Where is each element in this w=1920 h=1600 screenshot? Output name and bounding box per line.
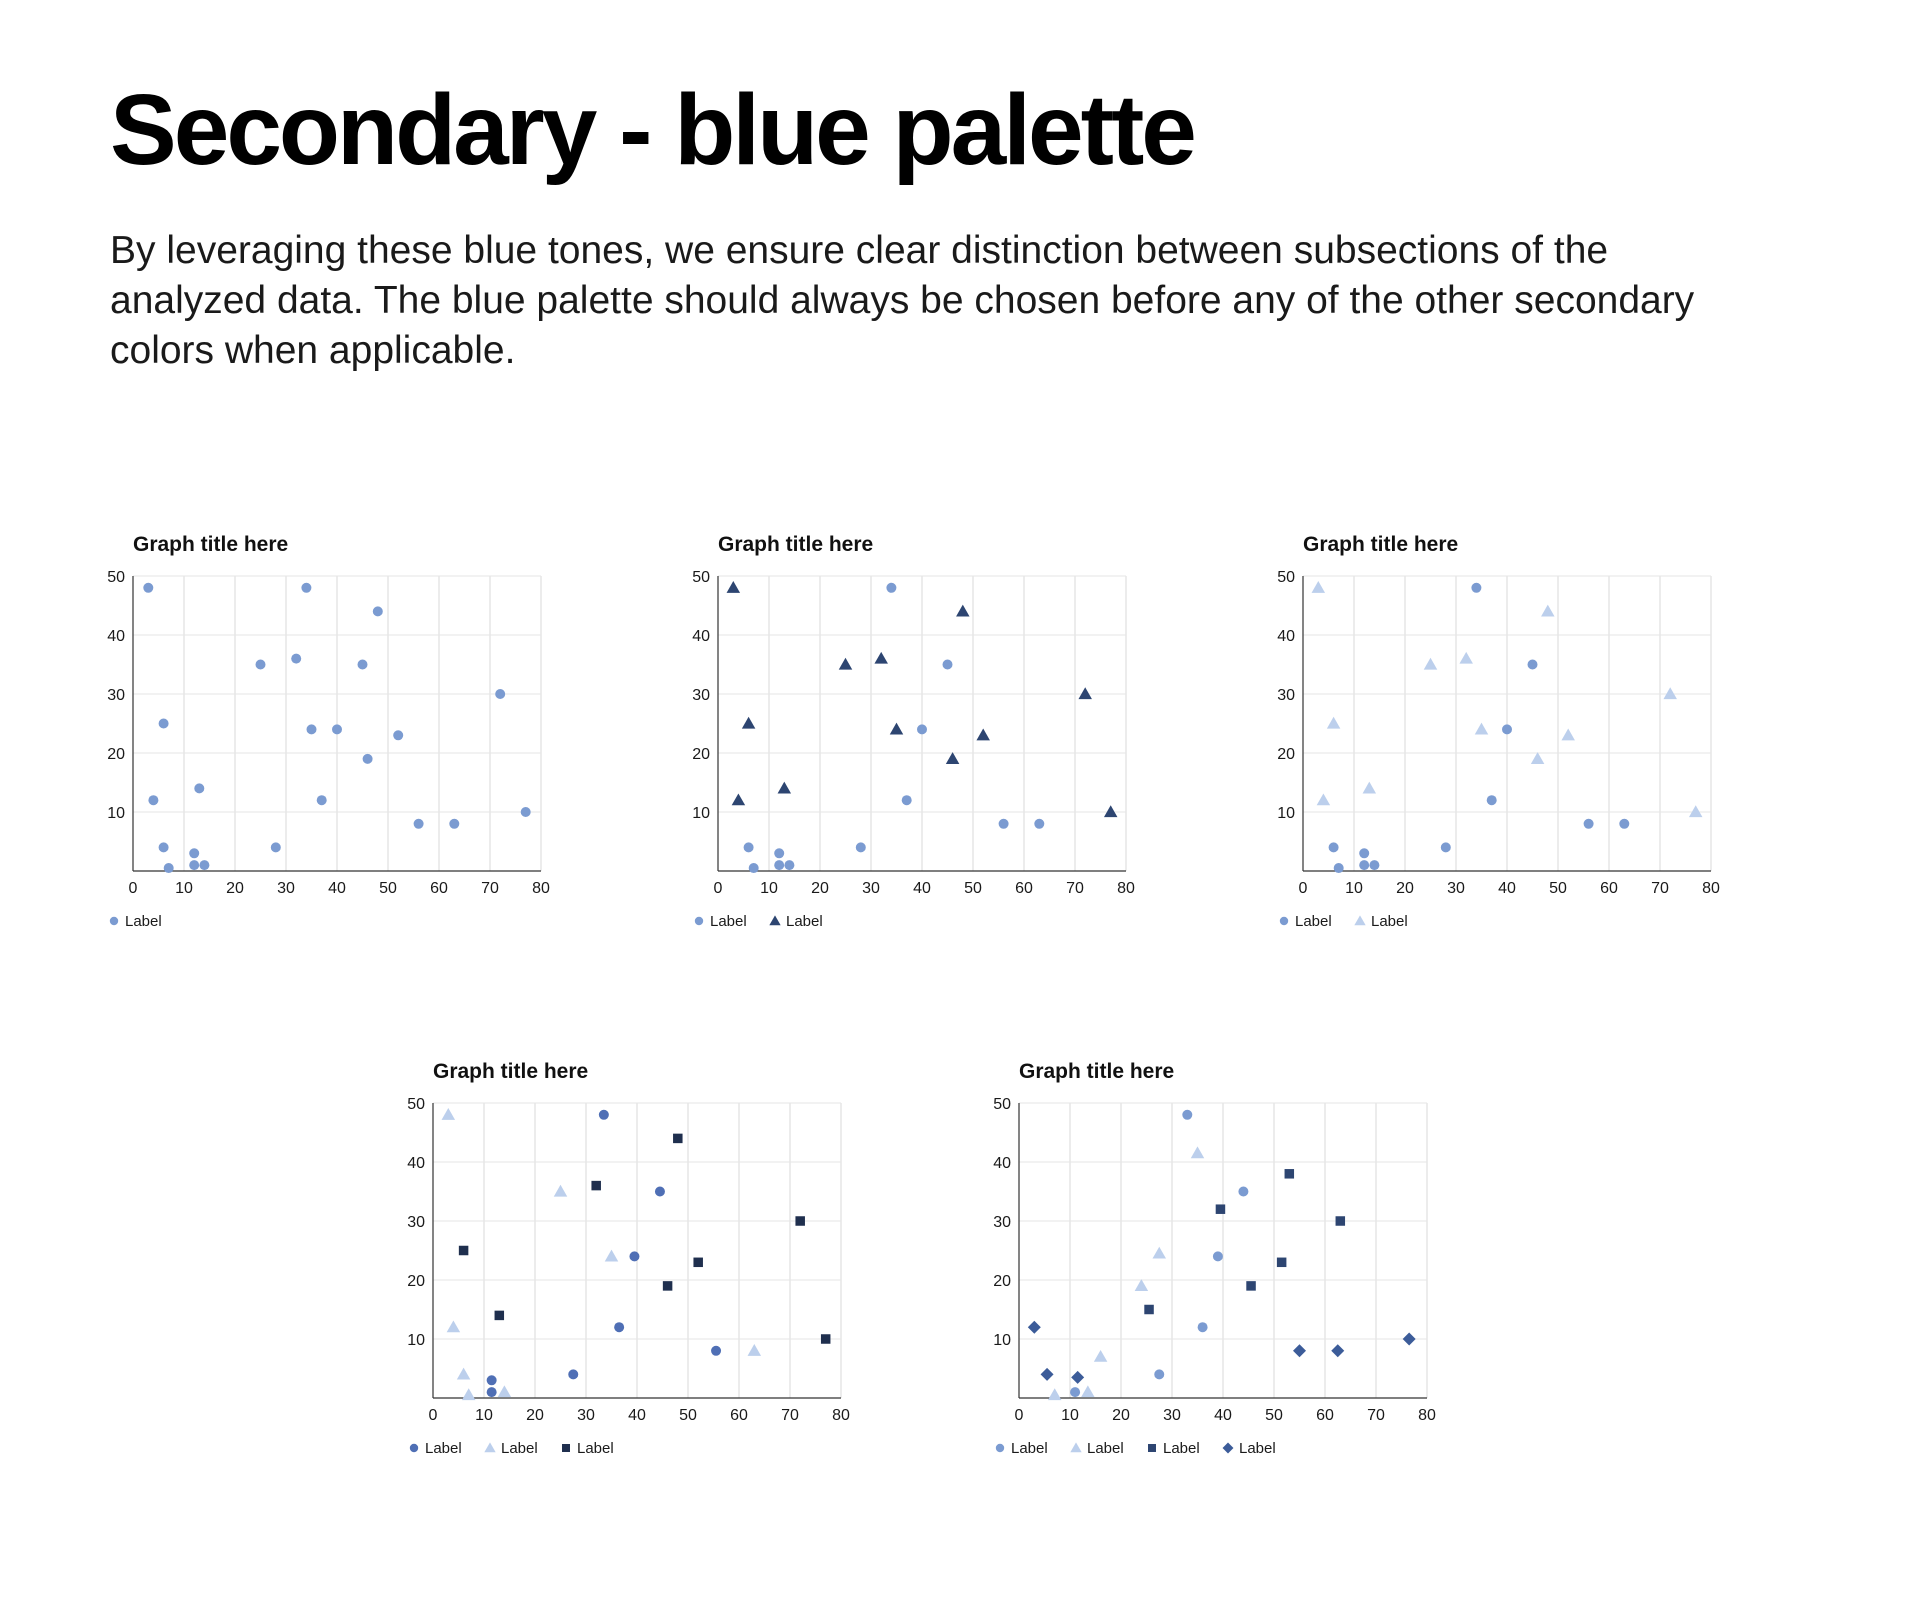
- x-tick-label: 70: [1066, 880, 1084, 897]
- data-point: [614, 1322, 624, 1332]
- data-point: [194, 783, 204, 793]
- data-point: [1487, 795, 1497, 805]
- x-tick-label: 20: [1396, 880, 1414, 897]
- data-point: [159, 842, 169, 852]
- x-tick-label: 20: [1112, 1407, 1130, 1424]
- chart-title: Graph title here: [718, 533, 874, 556]
- y-tick-label: 10: [692, 805, 710, 822]
- data-point: [856, 842, 866, 852]
- data-point: [1078, 687, 1092, 699]
- data-point: [774, 860, 784, 870]
- y-tick-label: 30: [692, 687, 710, 704]
- series-4: [1028, 1321, 1416, 1384]
- x-tick-label: 60: [1316, 1407, 1334, 1424]
- data-point: [821, 1334, 831, 1344]
- scatter-chart-1: [100, 528, 560, 948]
- x-tick-label: 80: [1117, 880, 1135, 897]
- x-tick-label: 10: [175, 880, 193, 897]
- data-point: [778, 782, 792, 794]
- x-tick-label: 20: [226, 880, 244, 897]
- data-point: [774, 848, 784, 858]
- data-point: [839, 658, 853, 670]
- x-tick-label: 0: [128, 880, 138, 897]
- data-point: [449, 819, 459, 829]
- data-point: [143, 583, 153, 593]
- data-point: [742, 717, 756, 729]
- x-tick-label: 80: [1418, 1407, 1436, 1424]
- data-point: [732, 793, 746, 805]
- legend-label: Label: [786, 913, 823, 930]
- data-point: [1317, 793, 1331, 805]
- data-point: [487, 1375, 497, 1385]
- series-2: [1048, 1146, 1204, 1400]
- data-point: [795, 1216, 805, 1226]
- data-point: [1293, 1344, 1306, 1357]
- x-tick-label: 10: [1345, 880, 1363, 897]
- x-tick-label: 30: [277, 880, 295, 897]
- chart-svg: [100, 528, 560, 948]
- data-point: [291, 654, 301, 664]
- legend-marker: [410, 1444, 418, 1452]
- data-point: [393, 730, 403, 740]
- y-tick-label: 10: [993, 1332, 1011, 1349]
- data-point: [495, 1311, 505, 1321]
- data-point: [358, 660, 368, 670]
- legend-marker: [1070, 1442, 1081, 1452]
- data-point: [1191, 1146, 1205, 1158]
- y-tick-label: 20: [107, 746, 125, 763]
- data-point: [902, 795, 912, 805]
- y-tick-label: 10: [107, 805, 125, 822]
- data-point: [890, 723, 904, 735]
- data-point: [1363, 782, 1377, 794]
- x-tick-label: 60: [1015, 880, 1033, 897]
- data-point: [1144, 1305, 1154, 1315]
- data-point: [1070, 1387, 1080, 1397]
- data-point: [462, 1388, 476, 1400]
- y-tick-label: 30: [107, 687, 125, 704]
- x-tick-label: 10: [475, 1407, 493, 1424]
- legend-label: Label: [1163, 1440, 1200, 1457]
- chart-title: Graph title here: [433, 1060, 589, 1083]
- legend-label: Label: [1011, 1440, 1048, 1457]
- x-tick-label: 50: [964, 880, 982, 897]
- x-tick-label: 70: [781, 1407, 799, 1424]
- data-point: [332, 724, 342, 734]
- data-point: [164, 863, 174, 873]
- legend-label: Label: [125, 913, 162, 930]
- data-point: [1154, 1369, 1164, 1379]
- data-point: [1213, 1251, 1223, 1261]
- data-point: [1327, 717, 1341, 729]
- x-tick-label: 30: [862, 880, 880, 897]
- data-point: [1041, 1368, 1054, 1381]
- x-tick-label: 0: [1014, 1407, 1024, 1424]
- data-point: [1153, 1247, 1167, 1259]
- legend-marker: [1148, 1444, 1156, 1452]
- data-point: [256, 660, 266, 670]
- data-point: [976, 729, 990, 741]
- data-point: [1028, 1321, 1041, 1334]
- legend-label: Label: [501, 1440, 538, 1457]
- y-tick-label: 30: [993, 1214, 1011, 1231]
- legend-marker: [1354, 915, 1365, 925]
- data-point: [1135, 1279, 1149, 1291]
- y-tick-label: 40: [1277, 628, 1295, 645]
- y-tick-label: 40: [692, 628, 710, 645]
- y-tick-label: 20: [1277, 746, 1295, 763]
- data-point: [1689, 805, 1703, 817]
- data-point: [1471, 583, 1481, 593]
- chart-svg: [986, 1055, 1446, 1475]
- x-tick-label: 80: [1702, 880, 1720, 897]
- data-point: [1081, 1385, 1095, 1397]
- data-point: [159, 719, 169, 729]
- data-point: [599, 1110, 609, 1120]
- data-point: [874, 652, 888, 664]
- data-point: [605, 1250, 619, 1262]
- series-3: [459, 1134, 831, 1344]
- y-tick-label: 30: [1277, 687, 1295, 704]
- legend-marker: [562, 1444, 570, 1452]
- legend-marker: [769, 915, 780, 925]
- data-point: [886, 583, 896, 593]
- data-point: [1369, 860, 1379, 870]
- data-point: [1528, 660, 1538, 670]
- data-point: [1475, 723, 1489, 735]
- x-tick-label: 80: [832, 1407, 850, 1424]
- data-point: [1441, 842, 1451, 852]
- legend-marker: [110, 917, 118, 925]
- data-point: [442, 1108, 456, 1120]
- data-point: [663, 1281, 673, 1291]
- data-point: [655, 1187, 665, 1197]
- data-point: [727, 581, 741, 593]
- x-tick-label: 10: [1061, 1407, 1079, 1424]
- scatter-chart-2: [685, 528, 1145, 948]
- data-point: [1048, 1388, 1062, 1400]
- intro-text: By leveraging these blue tones, we ensure clear distinction between subsections of the analyzed data. The blue palette should always be chosen before any of the other secondary colors when applicable.: [110, 229, 1695, 372]
- legend-marker: [695, 917, 703, 925]
- legend-marker: [1280, 917, 1288, 925]
- x-tick-label: 10: [760, 880, 778, 897]
- data-point: [917, 724, 927, 734]
- legend-marker: [484, 1442, 495, 1452]
- data-point: [271, 842, 281, 852]
- data-point: [554, 1185, 568, 1197]
- legend-label: Label: [1295, 913, 1332, 930]
- legend-label: Label: [425, 1440, 462, 1457]
- y-tick-label: 20: [692, 746, 710, 763]
- data-point: [1312, 581, 1326, 593]
- legend-marker: [996, 1444, 1004, 1452]
- data-point: [1619, 819, 1629, 829]
- data-point: [189, 860, 199, 870]
- legend-marker: [1223, 1443, 1234, 1454]
- data-point: [1329, 842, 1339, 852]
- legend-label: Label: [1087, 1440, 1124, 1457]
- data-point: [784, 860, 794, 870]
- data-point: [1094, 1350, 1108, 1362]
- x-tick-label: 50: [1265, 1407, 1283, 1424]
- data-point: [199, 860, 209, 870]
- legend-label: Label: [1371, 913, 1408, 930]
- data-point: [148, 795, 158, 805]
- y-tick-label: 40: [107, 628, 125, 645]
- data-point: [307, 724, 317, 734]
- data-point: [1531, 752, 1545, 764]
- data-point: [1246, 1281, 1256, 1291]
- data-point: [1336, 1216, 1346, 1226]
- data-point: [363, 754, 373, 764]
- data-point: [749, 863, 759, 873]
- y-tick-label: 30: [407, 1214, 425, 1231]
- data-point: [1216, 1204, 1226, 1214]
- data-point: [1238, 1187, 1248, 1197]
- data-point: [1459, 652, 1473, 664]
- x-tick-label: 70: [1367, 1407, 1385, 1424]
- y-tick-label: 40: [407, 1155, 425, 1172]
- data-point: [521, 807, 531, 817]
- data-point: [591, 1181, 601, 1191]
- data-point: [487, 1387, 497, 1397]
- x-tick-label: 40: [1498, 880, 1516, 897]
- data-point: [1561, 729, 1575, 741]
- data-point: [301, 583, 311, 593]
- x-tick-label: 50: [679, 1407, 697, 1424]
- chart-title: Graph title here: [133, 533, 289, 556]
- data-point: [1403, 1333, 1416, 1346]
- data-point: [414, 819, 424, 829]
- y-tick-label: 50: [1277, 569, 1295, 586]
- data-point: [1359, 860, 1369, 870]
- chart-svg: [685, 528, 1145, 948]
- chart-title: Graph title here: [1303, 533, 1459, 556]
- x-tick-label: 0: [428, 1407, 438, 1424]
- series-1: [487, 1110, 721, 1397]
- data-point: [1071, 1371, 1084, 1384]
- data-point: [1198, 1322, 1208, 1332]
- data-point: [317, 795, 327, 805]
- y-tick-label: 50: [107, 569, 125, 586]
- data-point: [693, 1258, 703, 1268]
- y-tick-label: 20: [407, 1273, 425, 1290]
- x-tick-label: 30: [1163, 1407, 1181, 1424]
- data-point: [748, 1344, 762, 1356]
- data-point: [744, 842, 754, 852]
- y-tick-label: 50: [692, 569, 710, 586]
- x-tick-label: 30: [577, 1407, 595, 1424]
- x-tick-label: 50: [1549, 880, 1567, 897]
- chart-title: Graph title here: [1019, 1060, 1175, 1083]
- x-tick-label: 70: [481, 880, 499, 897]
- data-point: [498, 1385, 512, 1397]
- data-point: [447, 1320, 461, 1332]
- legend-label: Label: [577, 1440, 614, 1457]
- y-tick-label: 20: [993, 1273, 1011, 1290]
- data-point: [711, 1346, 721, 1356]
- y-tick-label: 50: [407, 1096, 425, 1113]
- data-point: [1034, 819, 1044, 829]
- data-point: [946, 752, 960, 764]
- data-point: [1285, 1169, 1295, 1179]
- x-tick-label: 50: [379, 880, 397, 897]
- data-point: [189, 848, 199, 858]
- data-point: [1541, 605, 1555, 617]
- data-point: [373, 606, 383, 616]
- scatter-chart-4: [400, 1055, 860, 1475]
- data-point: [568, 1369, 578, 1379]
- data-point: [1104, 805, 1118, 817]
- scatter-chart-5: [986, 1055, 1446, 1475]
- data-point: [1584, 819, 1594, 829]
- x-tick-label: 60: [430, 880, 448, 897]
- x-tick-label: 30: [1447, 880, 1465, 897]
- data-point: [1502, 724, 1512, 734]
- x-tick-label: 40: [628, 1407, 646, 1424]
- x-tick-label: 80: [532, 880, 550, 897]
- x-tick-label: 20: [526, 1407, 544, 1424]
- data-point: [1331, 1344, 1344, 1357]
- legend-label: Label: [1239, 1440, 1276, 1457]
- scatter-chart-3: [1270, 528, 1730, 948]
- data-point: [1359, 848, 1369, 858]
- data-point: [1334, 863, 1344, 873]
- data-point: [999, 819, 1009, 829]
- data-point: [629, 1251, 639, 1261]
- x-tick-label: 70: [1651, 880, 1669, 897]
- x-tick-label: 20: [811, 880, 829, 897]
- x-tick-label: 40: [913, 880, 931, 897]
- chart-svg: [1270, 528, 1730, 948]
- y-tick-label: 50: [993, 1096, 1011, 1113]
- data-point: [459, 1246, 469, 1256]
- x-tick-label: 60: [1600, 880, 1618, 897]
- data-point: [943, 660, 953, 670]
- x-tick-label: 0: [713, 880, 723, 897]
- data-point: [495, 689, 505, 699]
- x-tick-label: 0: [1298, 880, 1308, 897]
- data-point: [1277, 1258, 1287, 1268]
- y-tick-label: 40: [993, 1155, 1011, 1172]
- series-2: [442, 1108, 762, 1400]
- y-tick-label: 10: [1277, 805, 1295, 822]
- data-point: [1663, 687, 1677, 699]
- data-point: [457, 1368, 471, 1380]
- data-point: [1182, 1110, 1192, 1120]
- x-tick-label: 60: [730, 1407, 748, 1424]
- data-point: [673, 1134, 683, 1144]
- x-tick-label: 40: [1214, 1407, 1232, 1424]
- legend-label: Label: [710, 913, 747, 930]
- x-tick-label: 40: [328, 880, 346, 897]
- data-point: [1424, 658, 1438, 670]
- chart-svg: [400, 1055, 860, 1475]
- page-title: Secondary - blue palette: [110, 74, 1194, 186]
- data-point: [956, 605, 970, 617]
- y-tick-label: 10: [407, 1332, 425, 1349]
